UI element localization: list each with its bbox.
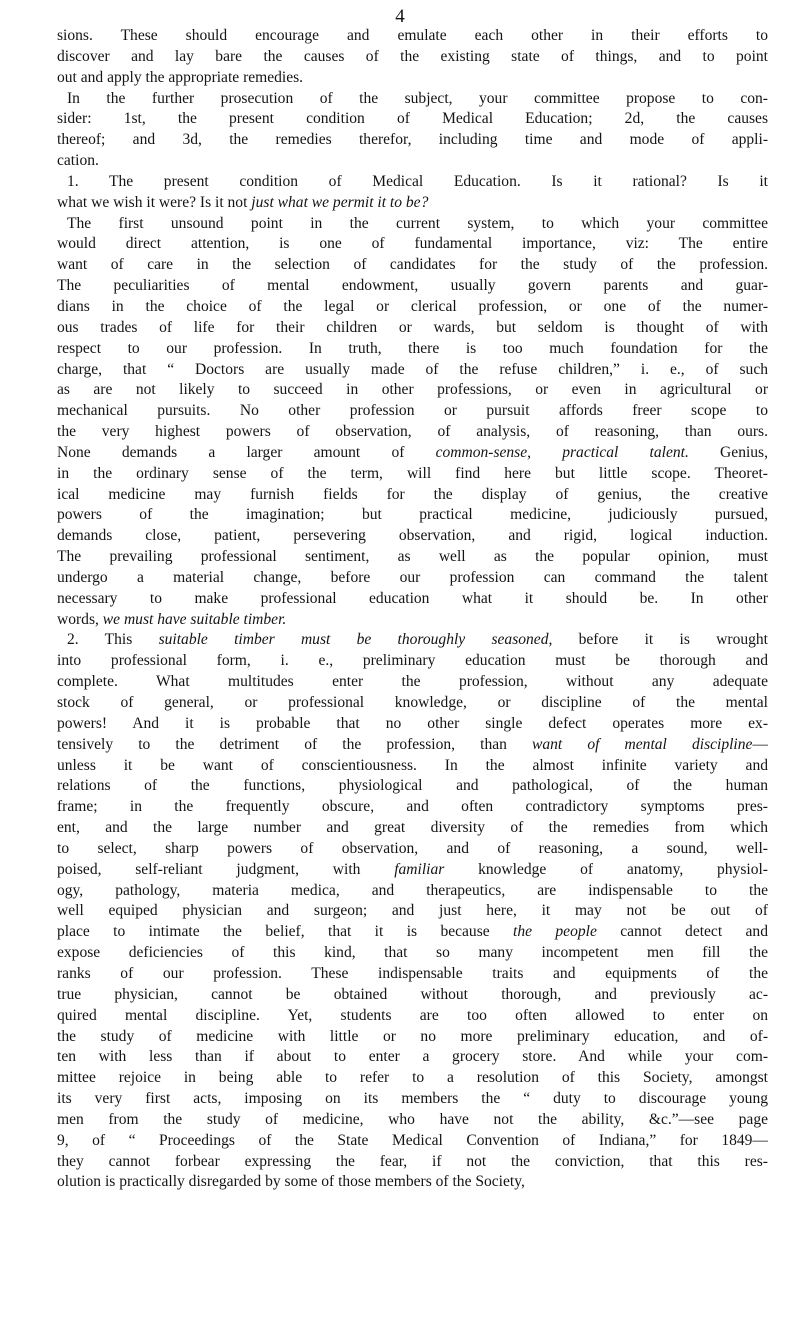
text-line: ranks of our profession. These indispensable traits and equipments of the — [57, 964, 768, 982]
italic-text: common-sense, practical talent. — [435, 443, 689, 461]
text-segment: tensively to the detriment of the profession, than — [57, 735, 533, 753]
text-line: necessary to make professional education what it should be. In other — [57, 589, 768, 607]
text-line: The first unsound point in the current system, to which your committee — [67, 214, 768, 232]
text-line: frame; in the frequently obscure, and often contradictory symptoms pres- — [57, 798, 768, 816]
text-line — [57, 193, 768, 214]
italic-text: just what we permit it to be? — [251, 193, 429, 211]
text-segment: 2. This — [67, 631, 159, 649]
text-segment: what we wish it were? Is it not — [57, 193, 252, 211]
text-line: well equiped physician and surgeon; and just here, it may not be out of — [57, 902, 768, 920]
text-line: mechanical pursuits. No other profession or pursuit affords freer scope to — [57, 402, 768, 420]
text-line — [57, 860, 768, 881]
body-text — [57, 26, 768, 1193]
text-line: ical medicine may furnish fields for the display of genius, the creative — [57, 485, 768, 503]
text-line: thereof; and 3d, the remedies therefor, including time and mode of appli- — [57, 131, 768, 149]
text-segment: words, — [57, 610, 103, 628]
text-line: stock of general, or professional knowledge, or discipline of the mental — [57, 694, 768, 711]
text-segment: poised, self-reliant judgment, with — [57, 860, 395, 878]
text-line — [57, 735, 768, 756]
text-line: they cannot forbear expressing the fear, if not the conviction, that this res- — [57, 1152, 768, 1170]
text-line: ent, and the large number and great diversity of the remedies from which — [57, 819, 768, 837]
text-line: sions. These should encourage and emulate each other in their efforts to — [57, 27, 768, 44]
text-line: ten with less than if about to enter a grocery store. And while your com- — [57, 1048, 768, 1066]
text-line: ogy, pathology, materia medica, and therapeutics, are indispensable to the — [57, 881, 768, 899]
text-line: unless it be want of conscientiousness. In the almost infinite variety and — [57, 756, 768, 774]
text-segment: None demands a larger amount of — [57, 443, 436, 461]
text-line: respect to our profession. In truth, there is too much foundation for the — [57, 339, 768, 357]
italic-text: suitable timber must be thoroughly seasoned, — [158, 631, 553, 649]
text-line: would direct attention, is one of fundamental importance, viz: The entire — [57, 235, 768, 253]
italic-text: want of mental discipline — [532, 735, 753, 753]
page-number: 4 — [395, 6, 405, 27]
italic-text: we must have suitable timber. — [102, 610, 287, 628]
text-line: the very highest powers of observation, of analysis, of reasoning, than ours. — [57, 423, 768, 441]
text-line: sider: 1st, the present condition of Medical Education; 2d, the causes — [57, 110, 768, 128]
text-segment: before it is wrought — [552, 631, 768, 649]
text-line: want of care in the selection of candidates for the study of the profession. — [57, 256, 768, 274]
text-line: 9, of “ Proceedings of the State Medical Convention of Indiana,” for 1849— — [57, 1131, 768, 1149]
text-line — [57, 610, 768, 631]
text-line: demands close, patient, persevering observation, and rigid, logical induction. — [57, 527, 768, 545]
text-segment: Genius, — [688, 443, 768, 461]
text-segment: — — [752, 735, 768, 753]
text-line: ous trades of life for their children or wards, but seldom is thought of with — [57, 318, 768, 336]
text-line: expose deficiencies of this kind, that so many incompetent men fill the — [57, 944, 768, 962]
text-line: undergo a material change, before our profession can command the talent — [57, 568, 768, 586]
text-line: In the further prosecution of the subject, your committee propose to con- — [67, 89, 768, 107]
text-segment: place to intimate the belief, that it is because — [57, 923, 514, 941]
text-line: into professional form, i. e., preliminary education must be thorough and — [57, 652, 768, 670]
text-line: to select, sharp powers of observation, and of reasoning, a sound, well- — [57, 839, 768, 857]
text-line: dians in the choice of the legal or clerical profession, or one of the numer- — [57, 297, 768, 315]
text-line: true physician, cannot be obtained without thorough, and previously ac- — [57, 985, 768, 1003]
text-line — [57, 922, 768, 943]
text-line: The peculiarities of mental endowment, usually govern parents and guar- — [57, 277, 768, 295]
text-line: out and apply the appropriate remedies. — [57, 68, 304, 86]
text-line: cation. — [57, 152, 99, 170]
italic-text: the people — [513, 923, 597, 941]
italic-text: familiar — [394, 860, 445, 878]
text-line — [57, 630, 768, 651]
text-line: powers! And it is probable that no other single defect operates more ex- — [57, 714, 768, 732]
text-line: relations of the functions, physiological and pathological, of the human — [57, 777, 768, 795]
text-line: 1. The present condition of Medical Education. Is it rational? Is it — [67, 172, 768, 190]
text-line — [57, 443, 768, 464]
text-line: discover and lay bare the causes of the existing state of things, and to point — [57, 47, 768, 65]
text-segment: cannot detect and — [596, 923, 768, 941]
text-segment: knowledge of anatomy, physiol- — [444, 860, 768, 878]
text-line: charge, that “ Doctors are usually made of the refuse children,” i. e., of such — [57, 360, 768, 378]
text-line: powers of the imagination; but practical medicine, judiciously pursued, — [57, 506, 768, 524]
text-line: quired mental discipline. Yet, students are too often allowed to enter on — [57, 1006, 768, 1024]
text-line: olution is practically disregarded by some of those members of the Society, — [57, 1173, 525, 1191]
text-line: The prevailing professional sentiment, as well as the popular opinion, must — [57, 548, 768, 566]
text-line: men from the study of medicine, who have not the ability, &c.”—see page — [57, 1110, 768, 1128]
text-line: mittee rejoice in being able to refer to a resolution of this Society, amongst — [57, 1069, 768, 1087]
text-line: complete. What multitudes enter the profession, without any adequate — [57, 673, 768, 691]
text-line: as are not likely to succeed in other professions, or even in agricultural or — [57, 381, 768, 399]
text-line: the study of medicine with little or no more preliminary education, and of- — [57, 1027, 768, 1045]
text-line: in the ordinary sense of the term, will find here but little scope. Theoret- — [57, 464, 768, 482]
text-line: its very first acts, imposing on its members the “ duty to discourage young — [57, 1090, 768, 1108]
